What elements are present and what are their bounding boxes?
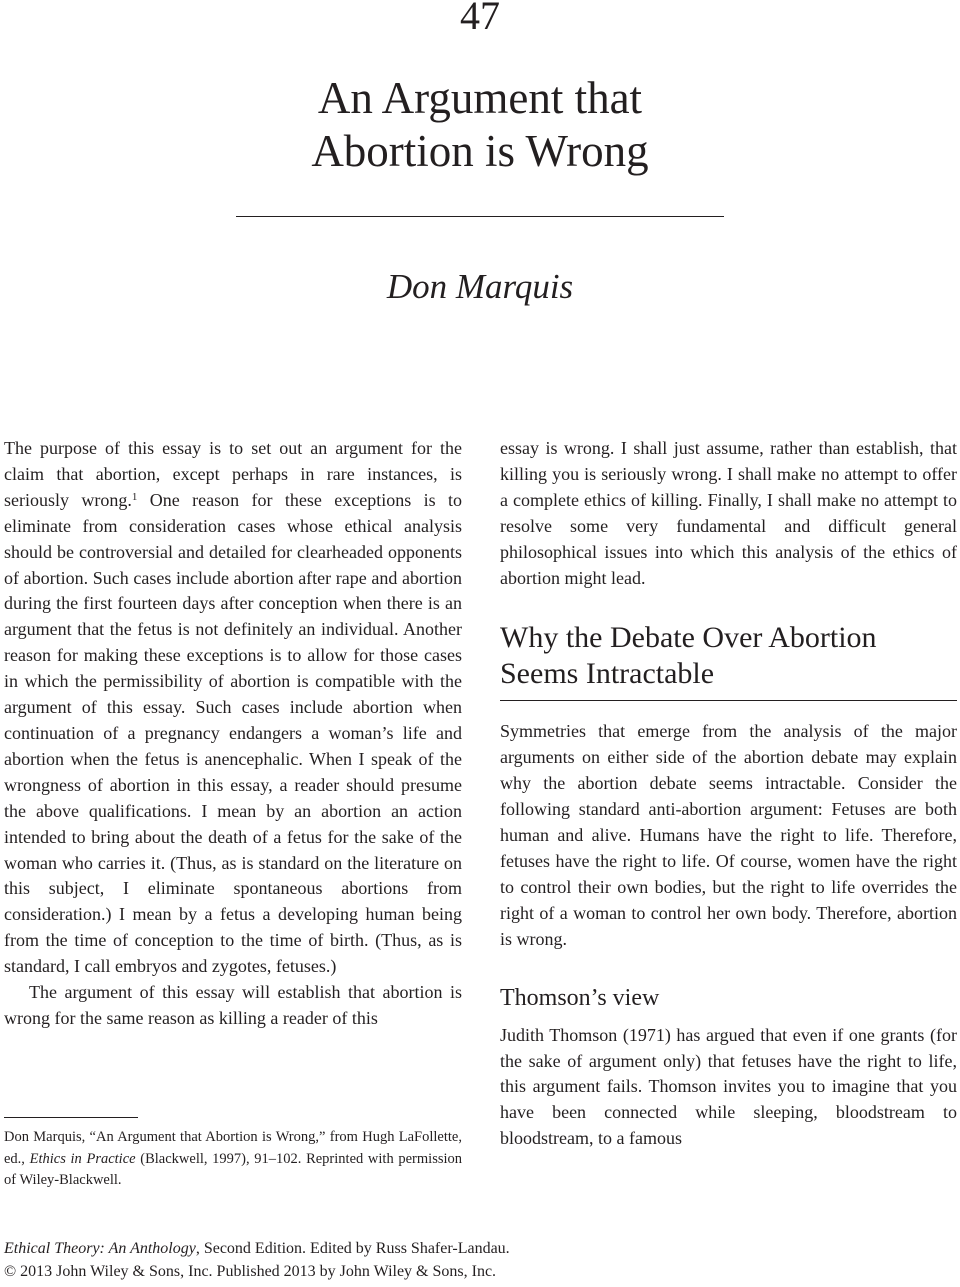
footer-copyright: © 2013 John Wiley & Sons, Inc. Published 2013 by John Wiley & Sons, Inc. xyxy=(4,1262,497,1280)
thomson-paragraph: Judith Thomson (1971) has argued that even if one grants (for the sake of argument only) that fetuses have the right to life, this argument fails. Thomson invites you to imagine that you have been connected while sleeping, bloodstream to bloodstream, to a famous xyxy=(500,1024,957,1149)
subsection-heading: Thomson’s view xyxy=(500,984,660,1011)
author-name: Don Marquis xyxy=(386,267,574,306)
continuation-paragraph: essay is wrong. I shall just assume, rather than establish, that killing you is seriously wrong. I shall make no attempt to offer a complete ethics of killing. Finally, I shall make no attempt to resolve some very fundamental and difficult general philosophical issues into which this analysis of the ethics of abortion might lead. xyxy=(500,438,957,588)
footnote-book-title: Ethics in Practice xyxy=(29,1150,136,1167)
intro-paragraph xyxy=(4,436,462,980)
title-line-1: An Argument that xyxy=(317,73,643,123)
page-footer xyxy=(4,1238,944,1283)
right-column xyxy=(500,436,957,1152)
symmetries-paragraph: Symmetries that emerge from the analysis of the major arguments on either side of the abortion debate may explain why the abortion debate seems intractable. Consider the following standard anti-abortion argument: Fetuses are both human and alive. Humans have the right to life. Therefore, fetuses have the right to life. Of course, women have the right to control their own bodies, but the right to life overrides the right of a woman to control her own body. Therefore, abortion is wrong. xyxy=(500,721,957,949)
section-heading: Why the Debate Over Abortion Seems Intractable xyxy=(500,620,957,701)
title-divider xyxy=(236,216,724,217)
footer-edition: , Second Edition. Edited by Russ Shafer-Landau. xyxy=(195,1240,510,1257)
chapter-number: 47 xyxy=(460,0,500,38)
argument-paragraph: The argument of this essay will establish that abortion is wrong for the same reason as killing a reader of this xyxy=(4,982,462,1028)
footer-edition-line xyxy=(4,1238,944,1261)
page-title xyxy=(240,72,720,178)
footnote-text-a: Don Marquis, “An Argument that Abortion is Wrong,” from Hugh LaFollette, ed., xyxy=(4,1129,462,1167)
footer-book-title: Ethical Theory: An Anthology xyxy=(4,1240,196,1257)
left-column xyxy=(4,436,462,1032)
footnote-marker[interactable]: 1 xyxy=(131,490,138,503)
title-line-2: Abortion is Wrong xyxy=(311,126,649,176)
intro-text-a: The purpose of this essay is to set out an argument for the claim that abortion, except perhaps in rare instances, is seriously wrong. xyxy=(4,438,462,510)
footnote-divider xyxy=(4,1117,138,1118)
source-footnote xyxy=(4,1127,462,1192)
intro-text-b: One reason for these exceptions is to eliminate from consideration cases whose ethical analysis should be controversial and detailed for clearheaded opponents of abortion. Such cases include abortion after rape and abortion during the first fourteen days after conception when there is an argument that the fetus is not definitely an individual. Another reason for making these exceptions is to allow for those cases in which the permissibility of abortion is compatible with the argument of this essay. Such cases include abortion when continuation of a pregnancy endangers a woman’s life and abortion when the fetus is anencephalic. When I speak of the wrongness of abortion in this essay, a reader should presume the above qualifications. I mean by an abortion an action intended to bring about the death of a fetus for the sake of the woman who carries it. (Thus, as is standard on the literature on this subject, I eliminate spontaneous abortions from consideration.) I mean by a fetus a developing human being from the time of conception to the time of birth. (Thus, as is standard, I call embryos and zygotes, fetuses.) xyxy=(4,489,462,977)
footnote-text-b: (Blackwell, 1997), 91–102. Reprinted with permission of Wiley-Blackwell. xyxy=(4,1150,463,1188)
